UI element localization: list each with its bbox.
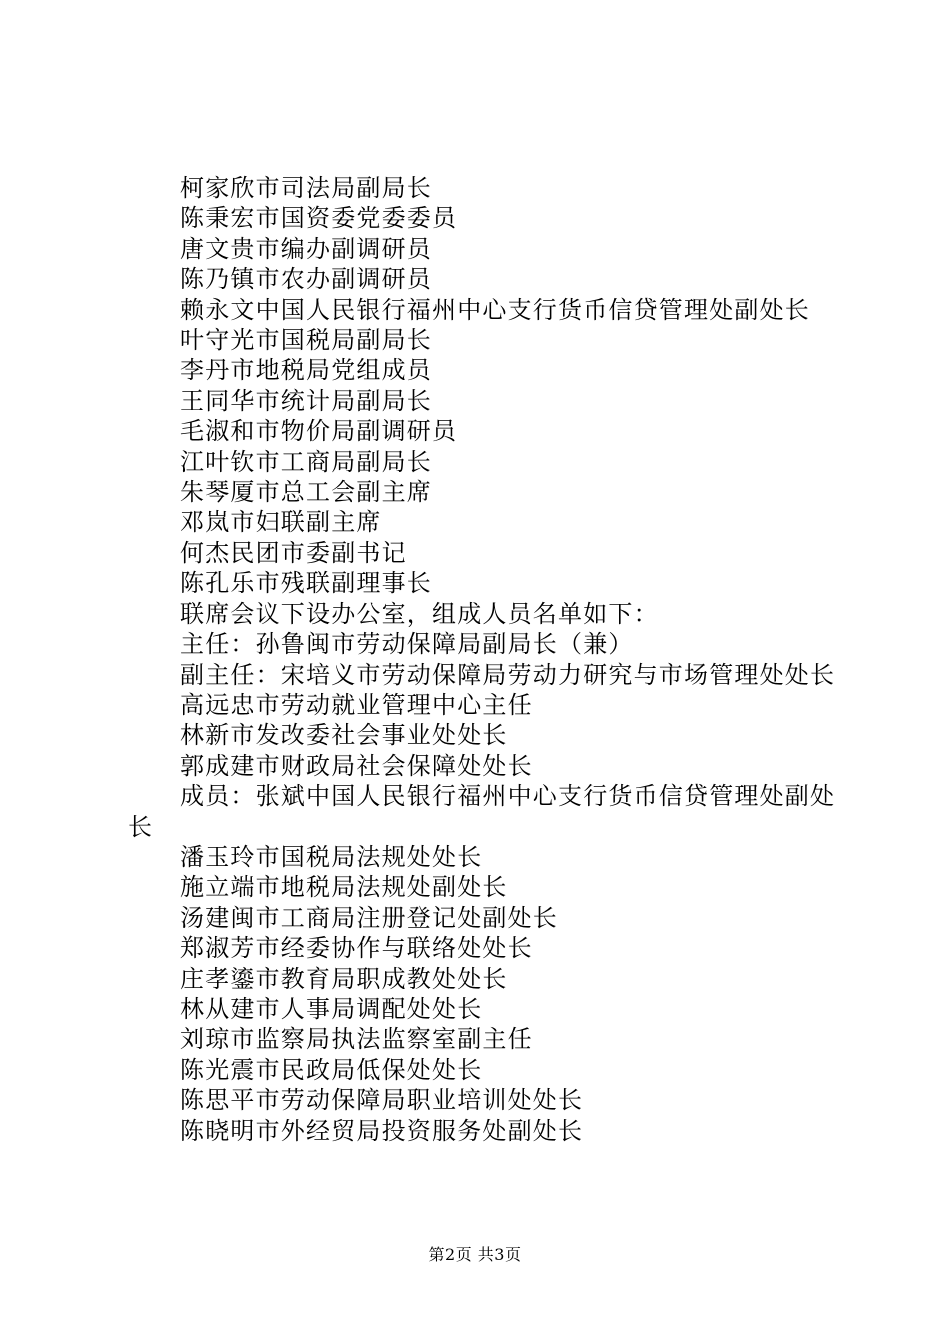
paragraph: 高远忠市劳动就业管理中心主任 (180, 690, 533, 719)
page-number: 第2页 共3页 (428, 1245, 522, 1264)
paragraph: 王同华市统计局副局长 (180, 386, 432, 415)
paragraph: 林从建市人事局调配处处长 (180, 994, 483, 1023)
paragraph: 汤建闽市工商局注册登记处副处长 (180, 903, 558, 932)
paragraph: 陈孔乐市残联副理事长 (180, 569, 432, 598)
paragraph: 邓岚市妇联副主席 (180, 508, 382, 537)
paragraph: 江叶钦市工商局副局长 (180, 447, 432, 476)
paragraph: 郑淑芳市经委协作与联络处处长 (180, 934, 533, 963)
paragraph: 郭成建市财政局社会保障处处长 (180, 751, 533, 780)
page-footer (0, 1245, 950, 1265)
document-body (128, 173, 838, 1146)
paragraph: 施立端市地税局法规处副处长 (180, 873, 508, 902)
paragraph: 陈晓明市外经贸局投资服务处副处长 (180, 1116, 584, 1145)
paragraph: 刘琼市监察局执法监察室副主任 (180, 1025, 533, 1054)
paragraph: 陈秉宏市国资委党委委员 (180, 204, 458, 233)
paragraph: 联席会议下设办公室，组成人员名单如下： (180, 599, 659, 628)
paragraph: 陈乃镇市农办副调研员 (180, 265, 432, 294)
paragraph: 唐文贵市编办副调研员 (180, 234, 432, 263)
paragraph: 成员：张斌中国人民银行福州中心支行货币信贷管理处副处长 (128, 782, 836, 841)
paragraph: 朱琴厦市总工会副主席 (180, 478, 432, 507)
paragraph: 柯家欣市司法局副局长 (180, 174, 432, 202)
paragraph: 赖永文中国人民银行福州中心支行货币信贷管理处副处长 (180, 295, 810, 324)
paragraph: 叶守光市国税局副局长 (180, 326, 432, 355)
paragraph: 副主任：宋培义市劳动保障局劳动力研究与市场管理处处长 (180, 660, 836, 689)
paragraph: 李丹市地税局党组成员 (180, 356, 432, 385)
paragraph: 毛淑和市物价局副调研员 (180, 417, 458, 446)
paragraph: 庄孝鎏市教育局职成教处处长 (180, 964, 508, 993)
paragraph: 林新市发改委社会事业处处长 (180, 721, 508, 750)
paragraph: 何杰民团市委副书记 (180, 538, 407, 567)
paragraph: 陈光震市民政局低保处处长 (180, 1055, 483, 1084)
paragraph: 主任：孙鲁闽市劳动保障局副局长（兼） (180, 630, 634, 659)
paragraph: 陈思平市劳动保障局职业培训处处长 (180, 1086, 584, 1115)
paragraph: 潘玉玲市国税局法规处处长 (180, 842, 483, 871)
